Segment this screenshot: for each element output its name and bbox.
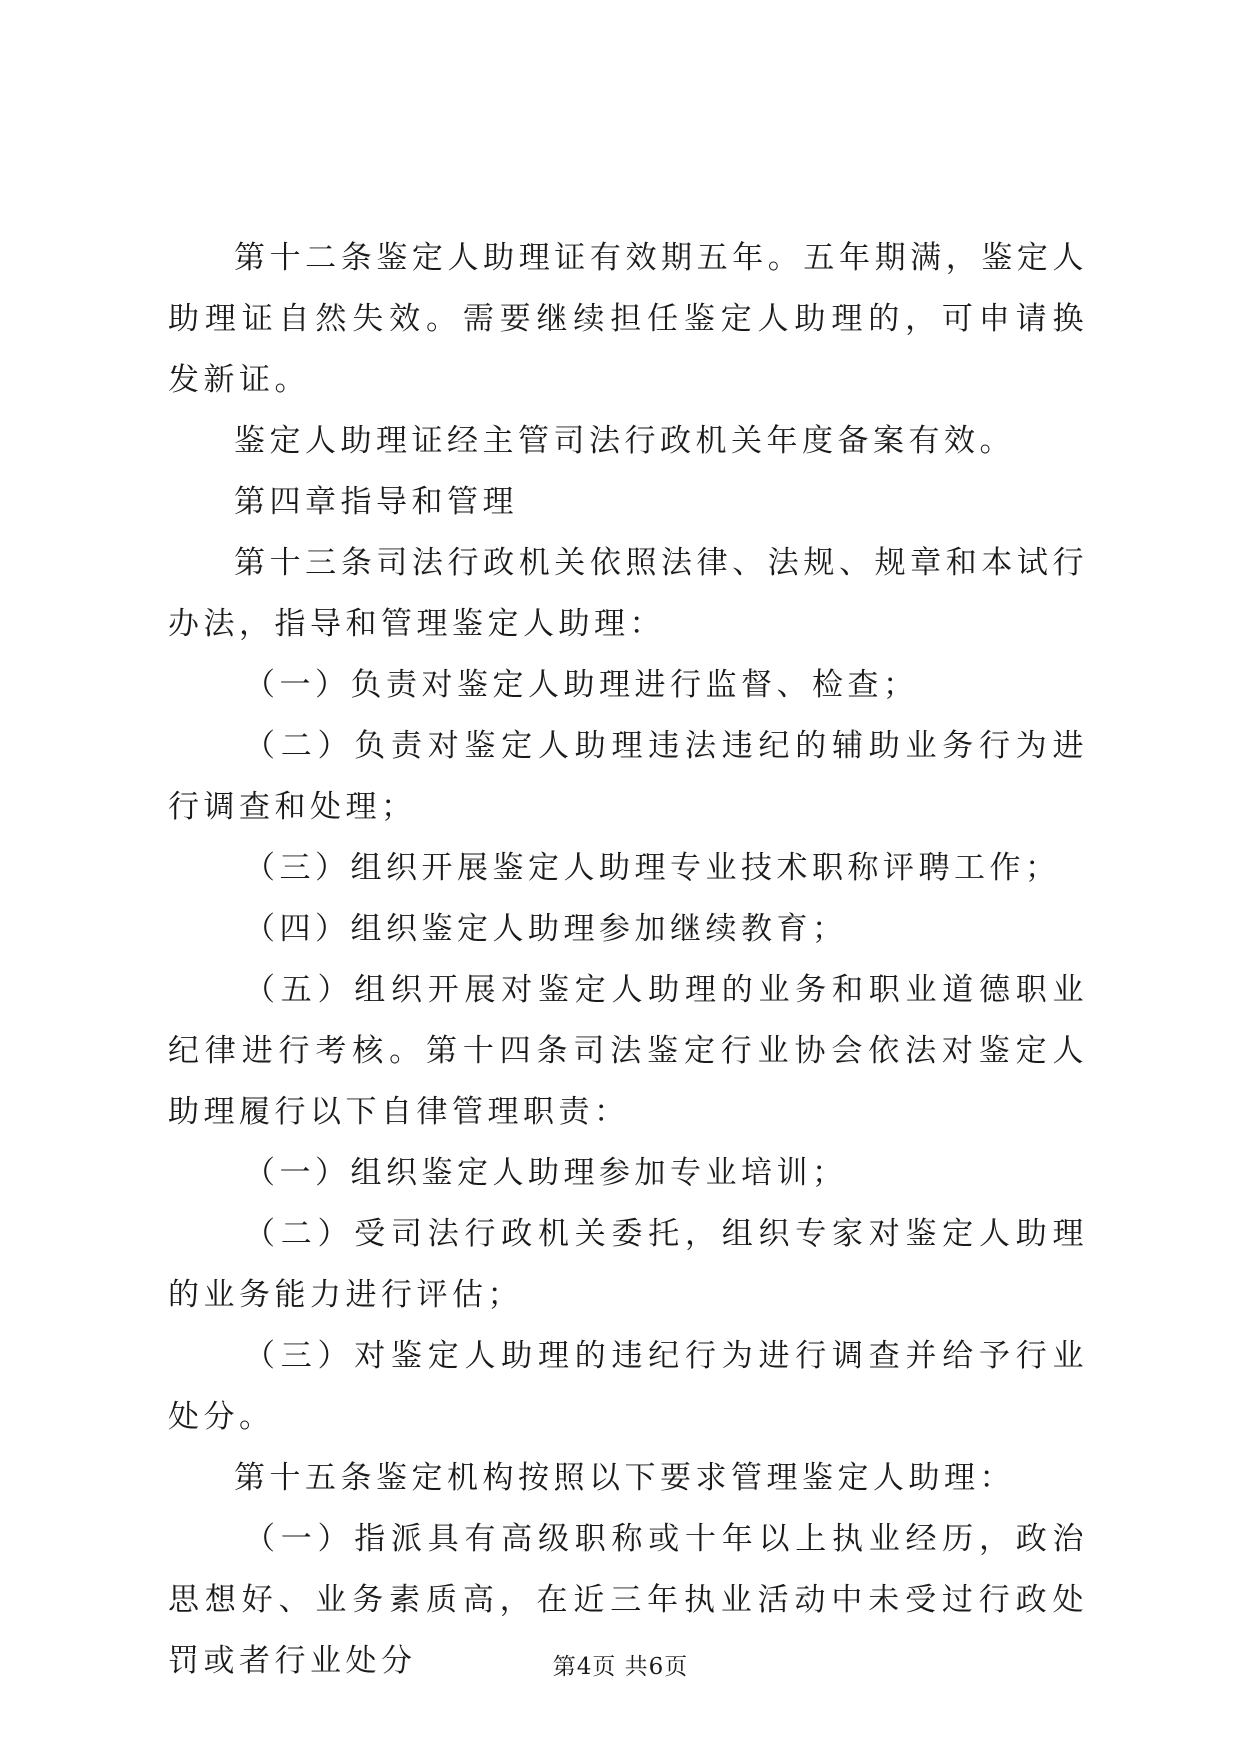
list-item: （三）组织开展鉴定人助理专业技术职称评聘工作；: [244, 850, 1061, 886]
paragraph-article-13: 第十三条司法行政机关依照法律、法规、规章和本试行办法，指导和管理鉴定人助理：: [168, 545, 1088, 642]
page-indicator: 第4页 共6页: [552, 1654, 689, 1680]
list-item: （五）组织开展对鉴定人助理的业务和职业道德职业纪律进行考核。第十四条司法鉴定行业协会依法对鉴定人助理履行以下自律管理职责：: [168, 972, 1088, 1130]
chapter-heading: 第四章指导和管理: [234, 484, 518, 520]
list-item: （一）负责对鉴定人助理进行监督、检查；: [244, 667, 919, 703]
paragraph-article-12: 第十二条鉴定人助理证有效期五年。五年期满，鉴定人助理证自然失效。需要继续担任鉴定人助理的，可申请换发新证。: [168, 240, 1088, 398]
list-item: （二）负责对鉴定人助理违法违纪的辅助业务行为进行调查和处理；: [168, 728, 1088, 825]
list-item: （一）指派具有高级职称或十年以上执业经历，政治思想好、业务素质高，在近三年执业活动中未受过行政处罚或者行业处分: [168, 1521, 1088, 1679]
list-item: （三）对鉴定人助理的违纪行为进行调查并给予行业处分。: [168, 1338, 1088, 1435]
paragraph-annual-filing: 鉴定人助理证经主管司法行政机关年度备案有效。: [234, 423, 1015, 459]
page-footer: [0, 1648, 1241, 1681]
list-item: （一）组织鉴定人助理参加专业培训；: [244, 1155, 848, 1191]
document-body: [168, 228, 1088, 1692]
list-item: （二）受司法行政机关委托，组织专家对鉴定人助理的业务能力进行评估；: [168, 1216, 1088, 1313]
list-item: （四）组织鉴定人助理参加继续教育；: [244, 911, 848, 947]
paragraph-article-15: 第十五条鉴定机构按照以下要求管理鉴定人助理：: [234, 1460, 1015, 1496]
